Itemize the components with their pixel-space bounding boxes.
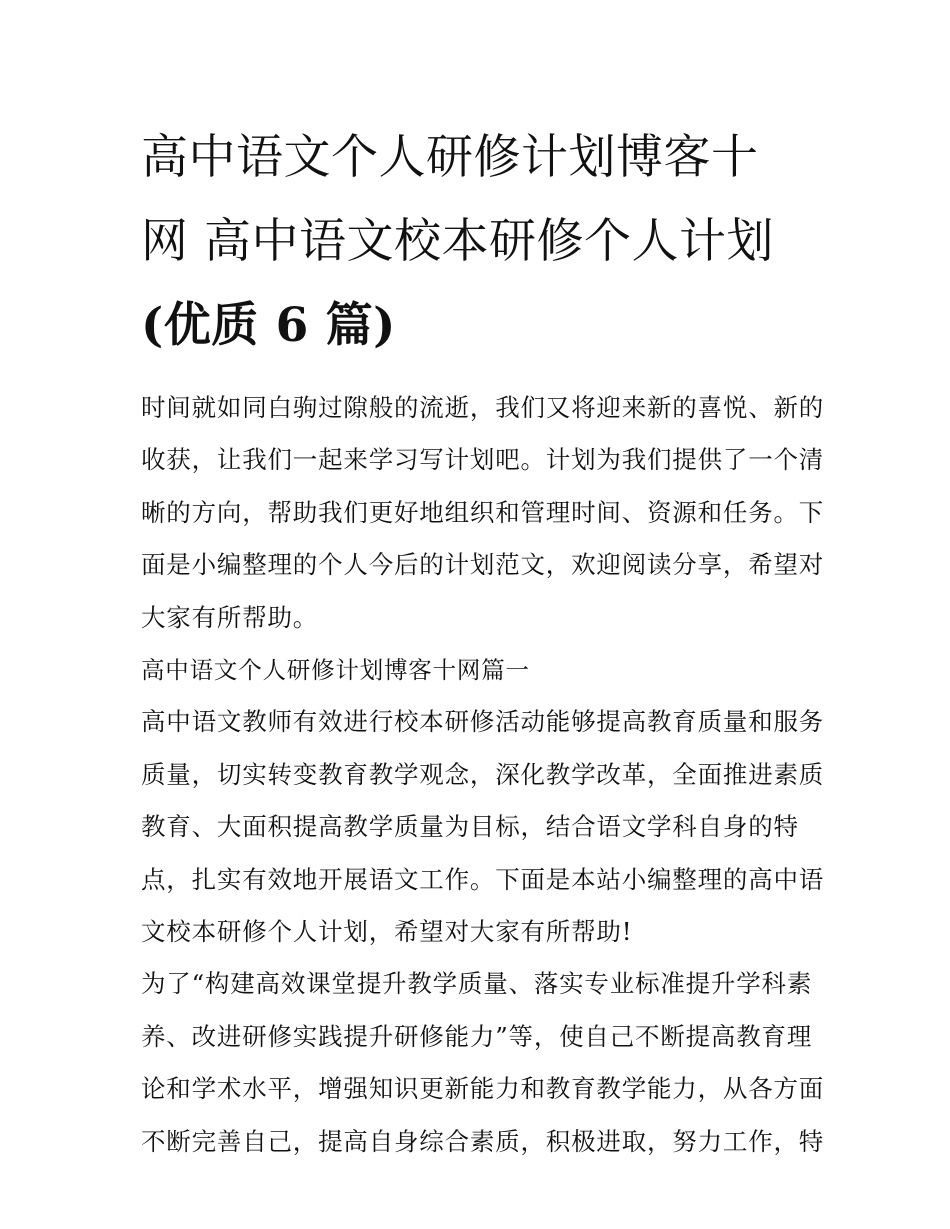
title-line: 网 高中语文校本研修个人计划 <box>141 214 774 269</box>
text-line: 点，扎实有效地开展语文工作。下面是本站小编整理的高中语 <box>141 864 825 894</box>
intro-paragraph <box>141 382 825 644</box>
text-line: 为了“构建高效课堂提升教学质量、落实专业标准提升学科素 <box>141 969 813 999</box>
text-line: 收获，让我们一起来学习写计划吧。计划为我们提供了一个清 <box>141 445 825 475</box>
text-line: 面是小编整理的个人今后的计划范文，欢迎阅读分享，希望对 <box>141 550 825 580</box>
text-line: 大家有所帮助。 <box>141 602 319 632</box>
title-line: 高中语文个人研修计划博客十 <box>141 130 759 185</box>
text-line: 教育、大面积提高教学质量为目标，结合语文学科自身的特 <box>141 812 799 842</box>
text-line: 时间就如同白驹过隙般的流逝，我们又将迎来新的喜悦、新的 <box>141 393 825 422</box>
body-paragraph <box>141 696 825 958</box>
text-line: 高中语文教师有效进行校本研修活动能够提高教育质量和服务 <box>141 707 825 737</box>
document-body <box>141 382 825 1168</box>
text-line: 不断完善自己，提高自身综合素质，积极进取，努力工作，特 <box>141 1126 825 1156</box>
document-title <box>141 116 813 368</box>
text-line: 论和学术水平，增强知识更新能力和教育教学能力，从各方面 <box>141 1074 825 1104</box>
text-line: 质量，切实转变教育教学观念，深化教学改革，全面推进素质 <box>141 759 825 789</box>
document-content <box>141 116 825 1168</box>
text-line: 晰的方向，帮助我们更好地组织和管理时间、资源和任务。下 <box>141 497 825 527</box>
title-line: (优质 6 篇) <box>141 298 396 353</box>
body-paragraph <box>141 958 825 1168</box>
text-line: 文校本研修个人计划，希望对大家有所帮助! <box>141 917 633 947</box>
section-heading: 高中语文个人研修计划博客十网篇一 <box>141 656 530 685</box>
text-line: 养、改进研修实践提升研修能力”等，使自己不断提高教育理 <box>141 1021 813 1051</box>
